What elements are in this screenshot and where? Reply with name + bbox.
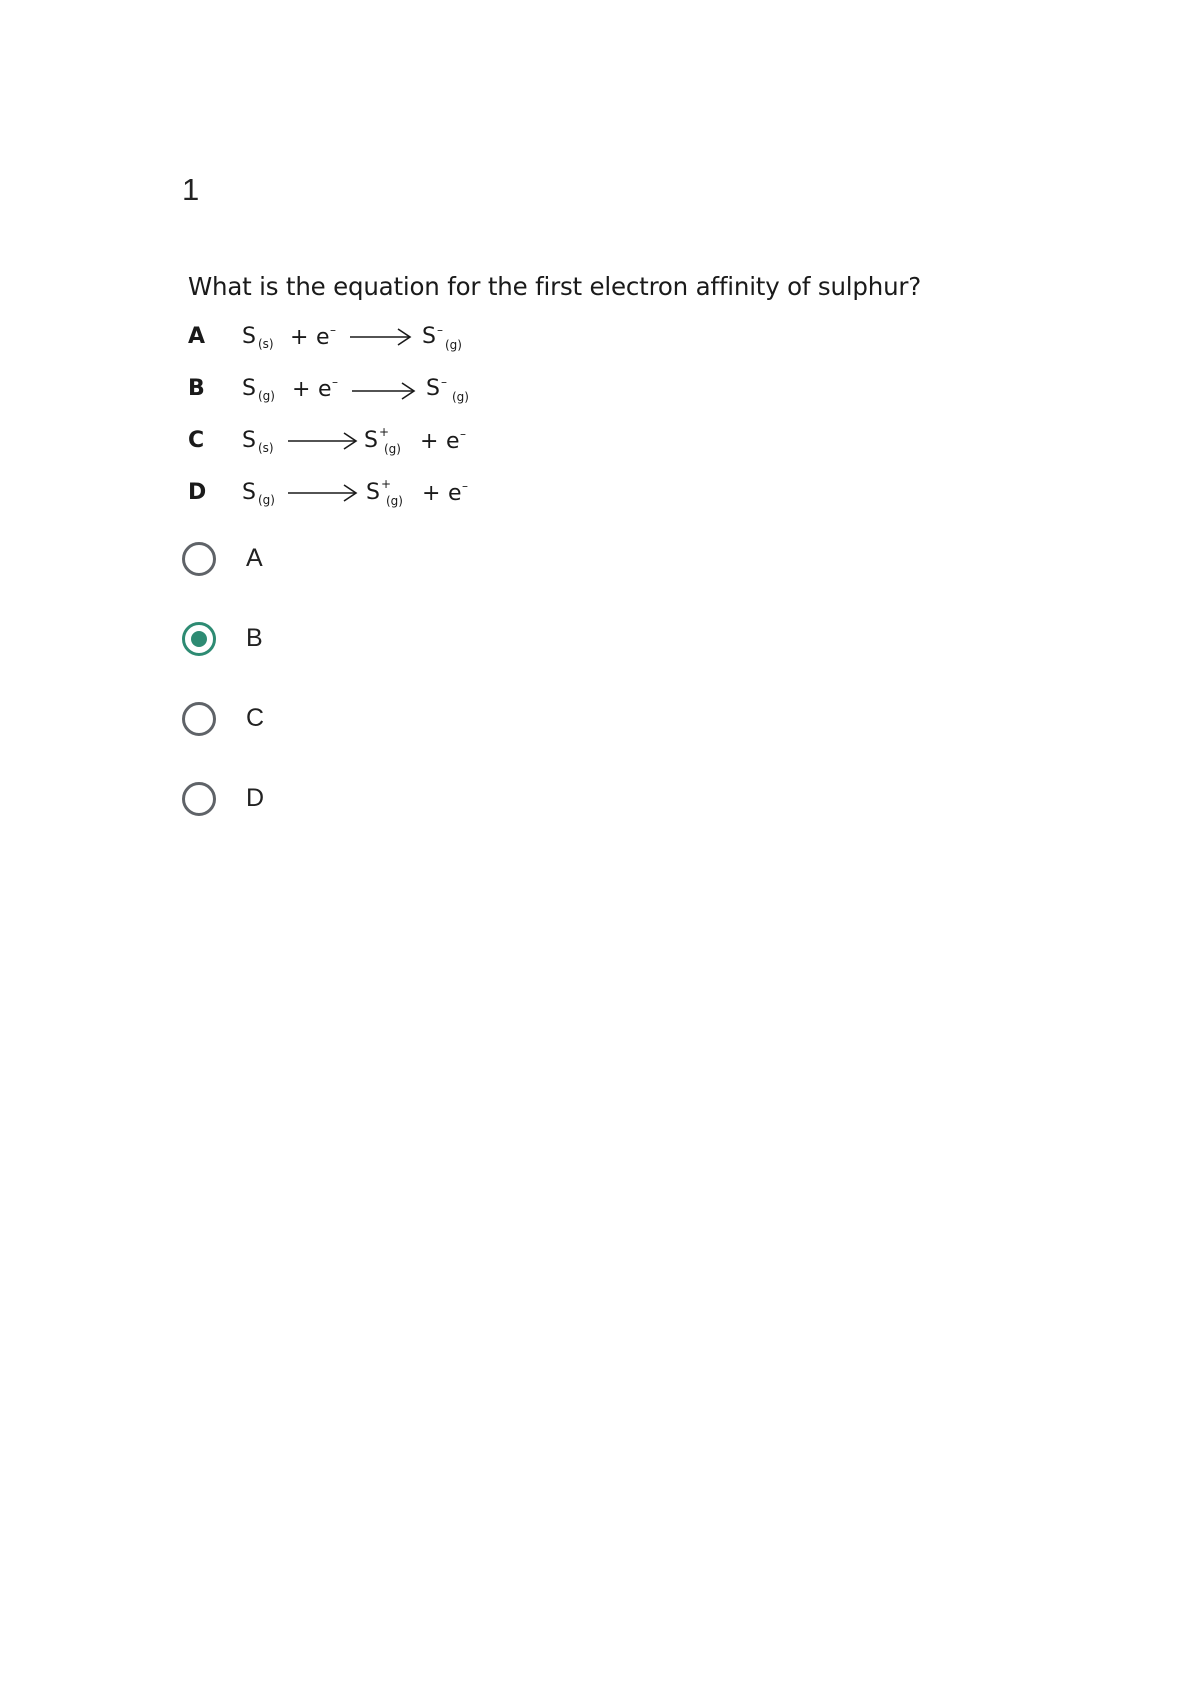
equation-d (242, 474, 502, 514)
option-b[interactable] (182, 622, 482, 666)
equation-letter-b: B (188, 376, 205, 401)
svg-text:(g): (g) (452, 390, 469, 404)
svg-text:+: + (422, 481, 441, 506)
svg-text:+: + (420, 429, 439, 454)
svg-text:–: – (460, 427, 466, 441)
radio-button-a[interactable] (182, 542, 216, 576)
equation-letter-c: C (188, 428, 205, 453)
option-label-c: C (246, 704, 265, 732)
svg-text:–: – (462, 479, 468, 493)
option-a[interactable] (182, 542, 482, 586)
svg-text:e: e (316, 325, 330, 350)
radio-selected-dot (191, 631, 207, 647)
svg-text:–: – (441, 375, 447, 389)
radio-button-c[interactable] (182, 702, 216, 736)
svg-text:(g): (g) (258, 493, 275, 507)
radio-button-b[interactable] (182, 622, 216, 656)
equation-letter-d: D (188, 480, 207, 505)
svg-text:e: e (448, 481, 462, 506)
svg-text:+: + (381, 477, 392, 491)
question-text: What is the equation for the first electron affinity of sulphur? (188, 272, 922, 301)
svg-text:+: + (379, 425, 390, 439)
svg-text:S: S (242, 428, 256, 453)
svg-text:S: S (366, 480, 380, 505)
svg-text:S: S (242, 324, 256, 349)
svg-text:S: S (426, 376, 440, 401)
svg-text:(g): (g) (386, 494, 403, 508)
equation-a (242, 318, 502, 358)
svg-text:S: S (242, 480, 256, 505)
equation-row-a (188, 318, 748, 358)
equation-c (242, 422, 502, 462)
svg-text:(g): (g) (445, 338, 462, 352)
svg-text:+: + (292, 377, 311, 402)
equation-b (242, 370, 502, 410)
svg-text:–: – (330, 323, 336, 337)
svg-text:S: S (364, 428, 378, 453)
svg-text:+: + (290, 325, 309, 350)
option-label-a: A (246, 544, 263, 572)
svg-text:(s): (s) (258, 337, 274, 351)
svg-text:–: – (437, 323, 443, 337)
svg-text:S: S (242, 376, 256, 401)
option-label-b: B (246, 624, 263, 652)
svg-text:S: S (422, 324, 436, 349)
svg-text:(s): (s) (258, 441, 274, 455)
option-d[interactable] (182, 782, 482, 826)
equation-row-b (188, 370, 748, 410)
question-number: 1 (182, 172, 200, 207)
equation-letter-a: A (188, 324, 206, 349)
equation-row-c (188, 422, 748, 462)
option-label-d: D (246, 784, 265, 812)
svg-text:e: e (446, 429, 460, 454)
svg-text:–: – (332, 375, 338, 389)
svg-text:(g): (g) (384, 442, 401, 456)
option-c[interactable] (182, 702, 482, 746)
svg-text:(g): (g) (258, 389, 275, 403)
radio-button-d[interactable] (182, 782, 216, 816)
svg-text:e: e (318, 377, 332, 402)
equation-row-d (188, 474, 748, 514)
